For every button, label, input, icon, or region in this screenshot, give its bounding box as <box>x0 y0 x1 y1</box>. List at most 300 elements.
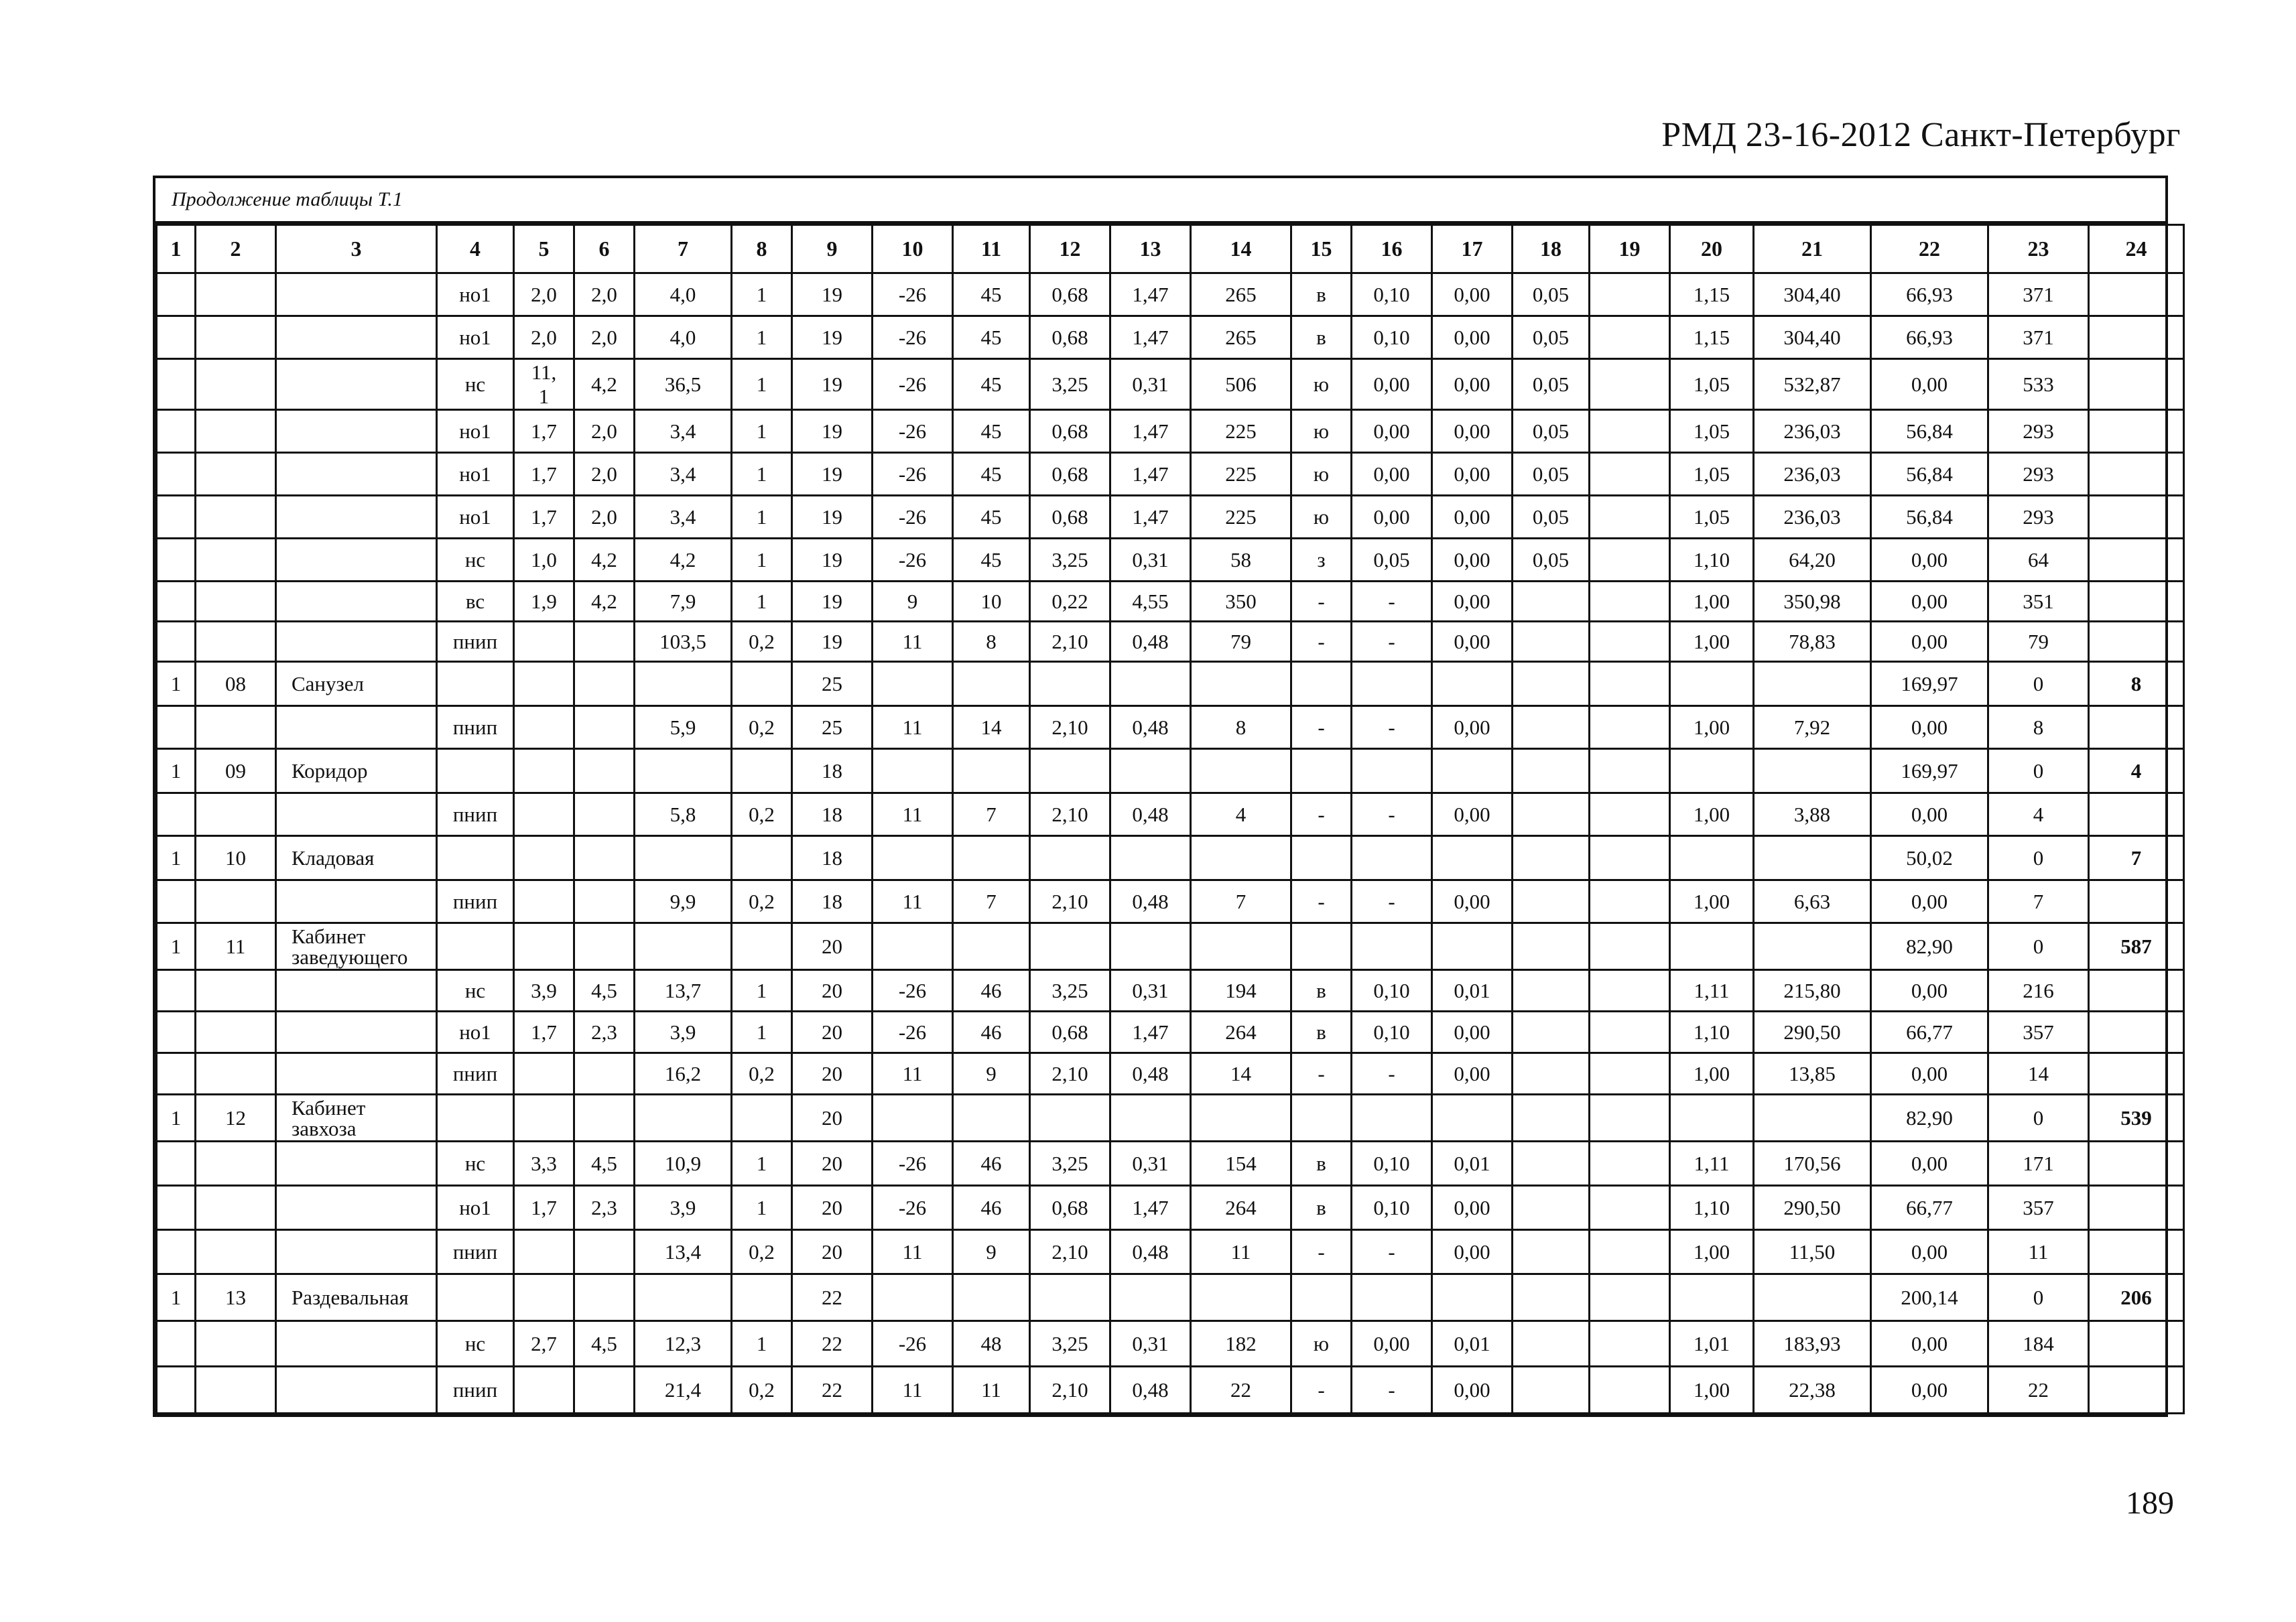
table-cell: - <box>1291 1230 1352 1274</box>
table-cell: 2,3 <box>574 1012 635 1053</box>
table-cell: 3,4 <box>635 453 732 496</box>
table-cell <box>2089 582 2184 622</box>
table-cell: 7,9 <box>635 582 732 622</box>
table-cell <box>1352 836 1432 880</box>
table-cell: - <box>1291 880 1352 923</box>
table-cell: 1,05 <box>1670 453 1754 496</box>
table-cell <box>514 880 574 923</box>
table-cell: 0,48 <box>1110 706 1191 749</box>
column-header-11: 11 <box>953 225 1030 273</box>
column-header-22: 22 <box>1871 225 1988 273</box>
table-cell: 0,00 <box>1352 1321 1432 1367</box>
table-row <box>157 1012 2184 1053</box>
table-cell: 264 <box>1191 1012 1291 1053</box>
table-cell: 9 <box>953 1230 1030 1274</box>
table-cell <box>196 1142 276 1186</box>
table-cell: 0 <box>1988 923 2089 970</box>
table-cell: 171 <box>1988 1142 2089 1186</box>
table-cell: 1,10 <box>1670 1012 1754 1053</box>
table-cell: 0,22 <box>1030 582 1110 622</box>
table-cell <box>574 836 635 880</box>
table-cell: 0,00 <box>1432 359 1513 410</box>
table-cell: 14 <box>1988 1053 2089 1095</box>
table-cell: 1,47 <box>1110 496 1191 539</box>
table-cell: 11 <box>1988 1230 2089 1274</box>
table-cell <box>1432 836 1513 880</box>
table-cell <box>1513 1367 1590 1414</box>
table-cell <box>2089 706 2184 749</box>
table-cell <box>157 453 196 496</box>
table-cell <box>1291 749 1352 793</box>
table-cell <box>1590 662 1670 706</box>
table-cell: 11,50 <box>1754 1230 1871 1274</box>
table-cell: 1,00 <box>1670 1367 1754 1414</box>
table-cell <box>953 836 1030 880</box>
table-cell: 13,85 <box>1754 1053 1871 1095</box>
table-cell: 0,2 <box>732 706 792 749</box>
table-cell: 6,63 <box>1754 880 1871 923</box>
table-cell: 0,68 <box>1030 410 1110 453</box>
table-cell <box>1513 582 1590 622</box>
table-cell <box>2089 622 2184 662</box>
table-cell: 1,15 <box>1670 316 1754 359</box>
table-cell: 4,0 <box>635 316 732 359</box>
table-cell <box>1110 749 1191 793</box>
table-cell <box>1590 496 1670 539</box>
table-row <box>157 793 2184 836</box>
table-cell: 7 <box>1191 880 1291 923</box>
table-cell: 1,47 <box>1110 410 1191 453</box>
table-cell <box>1590 316 1670 359</box>
column-header-21: 21 <box>1754 225 1871 273</box>
table-row <box>157 1321 2184 1367</box>
table-cell: 25 <box>792 662 873 706</box>
column-header-3: 3 <box>276 225 437 273</box>
table-cell <box>1513 793 1590 836</box>
table-cell: 1,10 <box>1670 1186 1754 1230</box>
table-cell <box>873 1095 953 1142</box>
table-cell: Кабинет заведующего <box>276 923 437 970</box>
table-cell <box>2089 410 2184 453</box>
table-cell <box>732 1274 792 1321</box>
data-table <box>155 224 2185 1414</box>
table-cell: ю <box>1291 453 1352 496</box>
table-cell: 0,00 <box>1432 582 1513 622</box>
column-header-12: 12 <box>1030 225 1110 273</box>
table-cell: 0,00 <box>1871 1321 1988 1367</box>
table-cell: 371 <box>1988 273 2089 316</box>
table-cell <box>1110 923 1191 970</box>
table-cell <box>2089 1321 2184 1367</box>
table-cell: 1,47 <box>1110 453 1191 496</box>
table-cell: 350,98 <box>1754 582 1871 622</box>
table-cell <box>732 749 792 793</box>
table-cell <box>1513 970 1590 1012</box>
table-cell: 2,0 <box>574 410 635 453</box>
table-cell <box>1513 1053 1590 1095</box>
table-cell: 2,10 <box>1030 793 1110 836</box>
table-cell <box>157 410 196 453</box>
table-cell: 45 <box>953 273 1030 316</box>
table-cell <box>514 622 574 662</box>
table-cell: 19 <box>792 359 873 410</box>
column-header-2: 2 <box>196 225 276 273</box>
table-cell: пнип <box>437 793 514 836</box>
table-cell: 1 <box>732 316 792 359</box>
column-header-15: 15 <box>1291 225 1352 273</box>
table-cell: 3,4 <box>635 496 732 539</box>
table-cell: 0,00 <box>1432 880 1513 923</box>
table-cell: 103,5 <box>635 622 732 662</box>
table-cell: 20 <box>792 1230 873 1274</box>
table-cell: 1 <box>732 539 792 582</box>
table-cell: 0,00 <box>1432 410 1513 453</box>
table-cell <box>2089 793 2184 836</box>
table-cell: 0 <box>1988 662 2089 706</box>
table-cell: 12,3 <box>635 1321 732 1367</box>
table-cell <box>1590 582 1670 622</box>
table-cell: 16,2 <box>635 1053 732 1095</box>
table-cell: 0,00 <box>1432 1186 1513 1230</box>
table-cell <box>1754 923 1871 970</box>
page-number: 189 <box>2126 1485 2174 1521</box>
table-cell <box>1590 539 1670 582</box>
table-cell <box>276 706 437 749</box>
table-cell: 0,10 <box>1352 316 1432 359</box>
table-cell: 4,2 <box>574 539 635 582</box>
table-cell: 56,84 <box>1871 410 1988 453</box>
table-cell <box>1352 749 1432 793</box>
table-cell: - <box>1352 1230 1432 1274</box>
table-cell: 11 <box>873 1053 953 1095</box>
table-cell: 0,00 <box>1432 1053 1513 1095</box>
table-cell: 0,48 <box>1110 880 1191 923</box>
table-cell: 293 <box>1988 453 2089 496</box>
table-cell <box>1352 662 1432 706</box>
table-cell: 13 <box>196 1274 276 1321</box>
table-cell: 48 <box>953 1321 1030 1367</box>
table-cell <box>1590 1274 1670 1321</box>
table-cell <box>276 1186 437 1230</box>
table-cell <box>437 1274 514 1321</box>
table-cell: нс <box>437 359 514 410</box>
table-cell <box>1590 1012 1670 1053</box>
table-cell: 0,00 <box>1871 880 1988 923</box>
table-cell <box>635 1274 732 1321</box>
table-cell: 1,05 <box>1670 359 1754 410</box>
table-cell: 7 <box>953 793 1030 836</box>
table-cell <box>514 1095 574 1142</box>
table-cell: в <box>1291 316 1352 359</box>
table-cell: 1 <box>732 1012 792 1053</box>
table-cell: в <box>1291 273 1352 316</box>
table-cell: 1 <box>157 923 196 970</box>
table-cell: 0,48 <box>1110 622 1191 662</box>
table-cell: 19 <box>792 273 873 316</box>
table-cell <box>276 539 437 582</box>
table-cell: 3,25 <box>1030 539 1110 582</box>
table-cell <box>2089 1012 2184 1053</box>
column-header-16: 16 <box>1352 225 1432 273</box>
table-cell: 3,9 <box>514 970 574 1012</box>
table-cell: 2,0 <box>574 453 635 496</box>
table-cell: 216 <box>1988 970 2089 1012</box>
column-header-9: 9 <box>792 225 873 273</box>
table-cell: -26 <box>873 316 953 359</box>
table-cell <box>276 880 437 923</box>
table-cell <box>574 793 635 836</box>
table-cell: 1,7 <box>514 410 574 453</box>
table-cell: 0 <box>1988 1274 2089 1321</box>
table-cell <box>196 1321 276 1367</box>
table-cell: - <box>1352 793 1432 836</box>
table-row <box>157 706 2184 749</box>
table-cell: 225 <box>1191 496 1291 539</box>
table-cell <box>1432 662 1513 706</box>
table-cell: 0,00 <box>1432 316 1513 359</box>
column-header-13: 13 <box>1110 225 1191 273</box>
table-cell <box>276 970 437 1012</box>
table-cell: 1,01 <box>1670 1321 1754 1367</box>
table-cell <box>514 1053 574 1095</box>
table-cell: 11 <box>1191 1230 1291 1274</box>
table-cell: 10 <box>196 836 276 880</box>
table-cell: - <box>1291 582 1352 622</box>
table-cell: 0,2 <box>732 1367 792 1414</box>
table-cell <box>1432 749 1513 793</box>
table-cell: 19 <box>792 453 873 496</box>
table-cell <box>276 1012 437 1053</box>
table-cell: 170,56 <box>1754 1142 1871 1186</box>
table-cell <box>157 1321 196 1367</box>
table-cell: 1,00 <box>1670 582 1754 622</box>
table-cell <box>2089 359 2184 410</box>
table-cell: 3,88 <box>1754 793 1871 836</box>
table-cell <box>1352 923 1432 970</box>
table-cell: 79 <box>1988 622 2089 662</box>
table-cell <box>276 316 437 359</box>
table-cell <box>732 1095 792 1142</box>
table-cell: 290,50 <box>1754 1186 1871 1230</box>
table-cell: 0,10 <box>1352 1012 1432 1053</box>
document-header: РМД 23-16-2012 Санкт-Петербург <box>1661 116 2181 154</box>
table-cell: 66,93 <box>1871 273 1988 316</box>
table-caption: Продолжение таблицы Т.1 <box>155 178 2165 224</box>
table-cell: - <box>1291 1053 1352 1095</box>
table-cell <box>1513 836 1590 880</box>
table-cell <box>953 749 1030 793</box>
table-cell <box>157 1367 196 1414</box>
table-cell: 12 <box>196 1095 276 1142</box>
table-cell <box>1590 1230 1670 1274</box>
table-cell: 1,7 <box>514 453 574 496</box>
table-cell: 4,55 <box>1110 582 1191 622</box>
table-cell <box>732 923 792 970</box>
table-cell: - <box>1352 706 1432 749</box>
table-cell <box>1291 1274 1352 1321</box>
table-cell: 1,11 <box>1670 970 1754 1012</box>
table-cell <box>635 749 732 793</box>
table-row <box>157 1367 2184 1414</box>
table-cell: 82,90 <box>1871 923 1988 970</box>
table-cell: 1 <box>157 662 196 706</box>
table-cell <box>157 316 196 359</box>
table-cell: 0,10 <box>1352 1186 1432 1230</box>
table-cell: 0,01 <box>1432 970 1513 1012</box>
table-cell <box>276 273 437 316</box>
table-cell: 0,05 <box>1513 496 1590 539</box>
table-cell: 0,68 <box>1030 496 1110 539</box>
table-cell: 7 <box>1988 880 2089 923</box>
table-cell: нo1 <box>437 410 514 453</box>
table-cell <box>196 273 276 316</box>
table-row <box>157 316 2184 359</box>
table-cell: 0,05 <box>1352 539 1432 582</box>
table-cell: 1,05 <box>1670 496 1754 539</box>
table-cell: 1,00 <box>1670 706 1754 749</box>
table-cell <box>1670 1274 1754 1321</box>
table-cell <box>196 316 276 359</box>
table-cell: 0,00 <box>1432 706 1513 749</box>
table-cell: 1 <box>157 1095 196 1142</box>
table-row <box>157 1142 2184 1186</box>
table-cell: вс <box>437 582 514 622</box>
table-cell <box>157 582 196 622</box>
table-cell: 56,84 <box>1871 453 1988 496</box>
table-cell: 1,11 <box>1670 1142 1754 1186</box>
table-cell: 45 <box>953 410 1030 453</box>
table-cell: Санузел <box>276 662 437 706</box>
table-cell: 169,97 <box>1871 662 1988 706</box>
table-cell: 4,2 <box>574 582 635 622</box>
table-cell: 265 <box>1191 316 1291 359</box>
table-cell: пнип <box>437 880 514 923</box>
table-cell <box>1754 662 1871 706</box>
table-cell: 0,31 <box>1110 1321 1191 1367</box>
table-cell: 1 <box>732 453 792 496</box>
table-cell <box>1030 923 1110 970</box>
table-cell: 19 <box>792 622 873 662</box>
table-cell: 236,03 <box>1754 410 1871 453</box>
table-cell: 1 <box>732 582 792 622</box>
table-cell: 0,48 <box>1110 1367 1191 1414</box>
table-cell <box>1030 749 1110 793</box>
table-cell: 2,10 <box>1030 622 1110 662</box>
table-cell <box>276 1230 437 1274</box>
table-cell: 58 <box>1191 539 1291 582</box>
table-cell <box>514 1367 574 1414</box>
table-cell: 4,5 <box>574 970 635 1012</box>
table-cell <box>276 410 437 453</box>
table-cell: ю <box>1291 1321 1352 1367</box>
table-cell <box>574 1274 635 1321</box>
table-cell: 4,0 <box>635 273 732 316</box>
table-cell: - <box>1352 1053 1432 1095</box>
table-cell <box>276 622 437 662</box>
table-cell: 0,01 <box>1432 1142 1513 1186</box>
table-cell: 3,25 <box>1030 1321 1110 1367</box>
table-cell <box>157 970 196 1012</box>
table-cell: 3,25 <box>1030 970 1110 1012</box>
table-cell <box>574 706 635 749</box>
table-cell <box>1110 1274 1191 1321</box>
table-cell: 1 <box>157 749 196 793</box>
table-cell: 3,4 <box>635 410 732 453</box>
column-header-7: 7 <box>635 225 732 273</box>
table-cell <box>635 1095 732 1142</box>
table-cell <box>1590 273 1670 316</box>
table-cell <box>514 706 574 749</box>
table-cell: -26 <box>873 453 953 496</box>
table-cell <box>1590 1367 1670 1414</box>
table-cell: 206 <box>2089 1274 2184 1321</box>
column-header-24: 24 <box>2089 225 2184 273</box>
table-cell: -26 <box>873 410 953 453</box>
table-cell <box>1590 1053 1670 1095</box>
table-cell: 0,2 <box>732 1053 792 1095</box>
table-cell: 56,84 <box>1871 496 1988 539</box>
table-cell: 1,47 <box>1110 1012 1191 1053</box>
table-cell: 351 <box>1988 582 2089 622</box>
table-cell <box>1291 923 1352 970</box>
table-cell: 36,5 <box>635 359 732 410</box>
table-row <box>157 923 2184 970</box>
table-row <box>157 1186 2184 1230</box>
header-row <box>157 225 2184 273</box>
table-cell: нс <box>437 1321 514 1367</box>
table-cell: пнип <box>437 1367 514 1414</box>
column-header-17: 17 <box>1432 225 1513 273</box>
table-cell: 4,2 <box>574 359 635 410</box>
table-cell <box>2089 1367 2184 1414</box>
table-cell: 14 <box>953 706 1030 749</box>
table-cell: 1 <box>732 273 792 316</box>
table-cell: 45 <box>953 316 1030 359</box>
table-row <box>157 749 2184 793</box>
table-cell: -26 <box>873 1321 953 1367</box>
table-cell: 0,2 <box>732 793 792 836</box>
table-cell <box>514 1230 574 1274</box>
table-cell: 79 <box>1191 622 1291 662</box>
table-cell: 8 <box>1988 706 2089 749</box>
table-cell: 265 <box>1191 273 1291 316</box>
table-cell: 13,4 <box>635 1230 732 1274</box>
table-row <box>157 496 2184 539</box>
table-cell: 0,2 <box>732 1230 792 1274</box>
table-cell: 2,0 <box>574 273 635 316</box>
table-cell <box>437 1095 514 1142</box>
table-cell <box>1590 923 1670 970</box>
table-cell <box>1030 1274 1110 1321</box>
table-cell: 215,80 <box>1754 970 1871 1012</box>
table-cell <box>1191 923 1291 970</box>
table-cell: 11 <box>196 923 276 970</box>
table-cell: 0,48 <box>1110 793 1191 836</box>
table-cell: 0,00 <box>1871 1053 1988 1095</box>
table-cell <box>1590 1095 1670 1142</box>
table-cell <box>157 793 196 836</box>
table-cell <box>1513 1142 1590 1186</box>
table-cell: 0,48 <box>1110 1053 1191 1095</box>
table-cell: 22 <box>792 1321 873 1367</box>
table-cell: Раздевальная <box>276 1274 437 1321</box>
table-cell: 18 <box>792 880 873 923</box>
table-cell: 11 <box>953 1367 1030 1414</box>
table-cell: 5,8 <box>635 793 732 836</box>
table-cell: 1,10 <box>1670 539 1754 582</box>
table-cell: 2,0 <box>574 316 635 359</box>
table-cell <box>1590 749 1670 793</box>
